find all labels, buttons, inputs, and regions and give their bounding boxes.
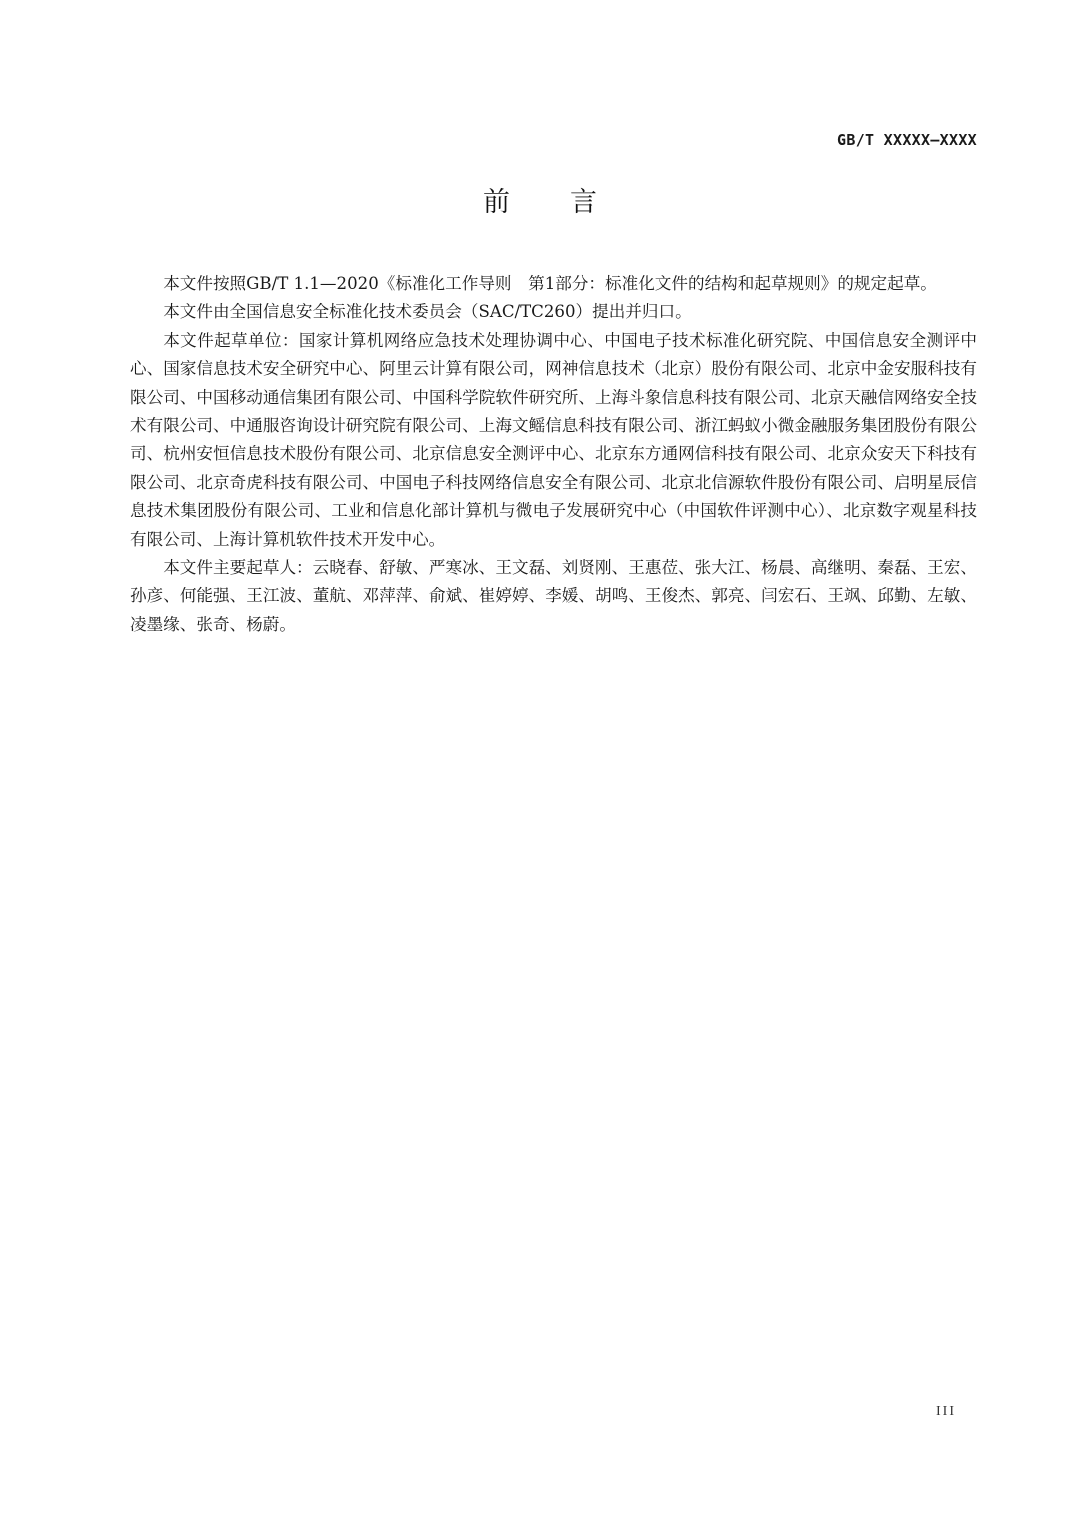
page-number: III (936, 1404, 956, 1419)
paragraph-proposer: 本文件由全国信息安全标准化技术委员会（SAC/TC260）提出并归口。 (163, 302, 692, 322)
paragraph-drafting-rules: 本文件按照GB/T 1.1—2020《标准化工作导则 第1部分：标准化文件的结构和起草规则》的规定起草。 (163, 274, 937, 293)
paragraph-main-drafters: 本文件主要起草人：云晓春、舒敏、严寒冰、王文磊、刘贤刚、王惠莅、张大江、杨晨、高继明、秦磊、王宏、孙彦、何能强、王江波、董航、邓萍萍、俞斌、崔婷婷、李媛、胡鸣、王俊杰、郭亮、闫宏石、王飒、邱勤、左敏、凌墨缘、张奇、杨蔚。 (130, 558, 977, 634)
foreword-body (130, 270, 977, 639)
standard-code: GB/T XXXXX—XXXX (837, 131, 977, 149)
page-title: 前言 (483, 187, 657, 218)
paragraph-drafting-units: 本文件起草单位：国家计算机网络应急技术处理协调中心、中国电子技术标准化研究院、中国信息安全测评中心、国家信息技术安全研究中心、阿里云计算有限公司，网神信息技术（北京）股份有限公司、北京中金安服科技有限公司、中国移动通信集团有限公司、中国科学院软件研究所、上海斗象信息科技有限公司、北京天融信网络安全技术有限公司、中通服咨询设计研究院有限公司、上海文鳐信息科技有限公司、浙江蚂蚁小微金融服务集团股份有限公司、杭州安恒信息技术股份有限公司、北京信息安全测评中心、北京东方通网信科技有限公司、北京众安天下科技有限公司、北京奇虎科技有限公司、中国电子科技网络信息安全有限公司、北京北信源软件股份有限公司、启明星辰信息技术集团股份有限公司、工业和信息化部计算机与微电子发展研究中心（中国软件评测中心）、北京数字观星科技有限公司、上海计算机软件技术开发中心。 (130, 330, 977, 549)
